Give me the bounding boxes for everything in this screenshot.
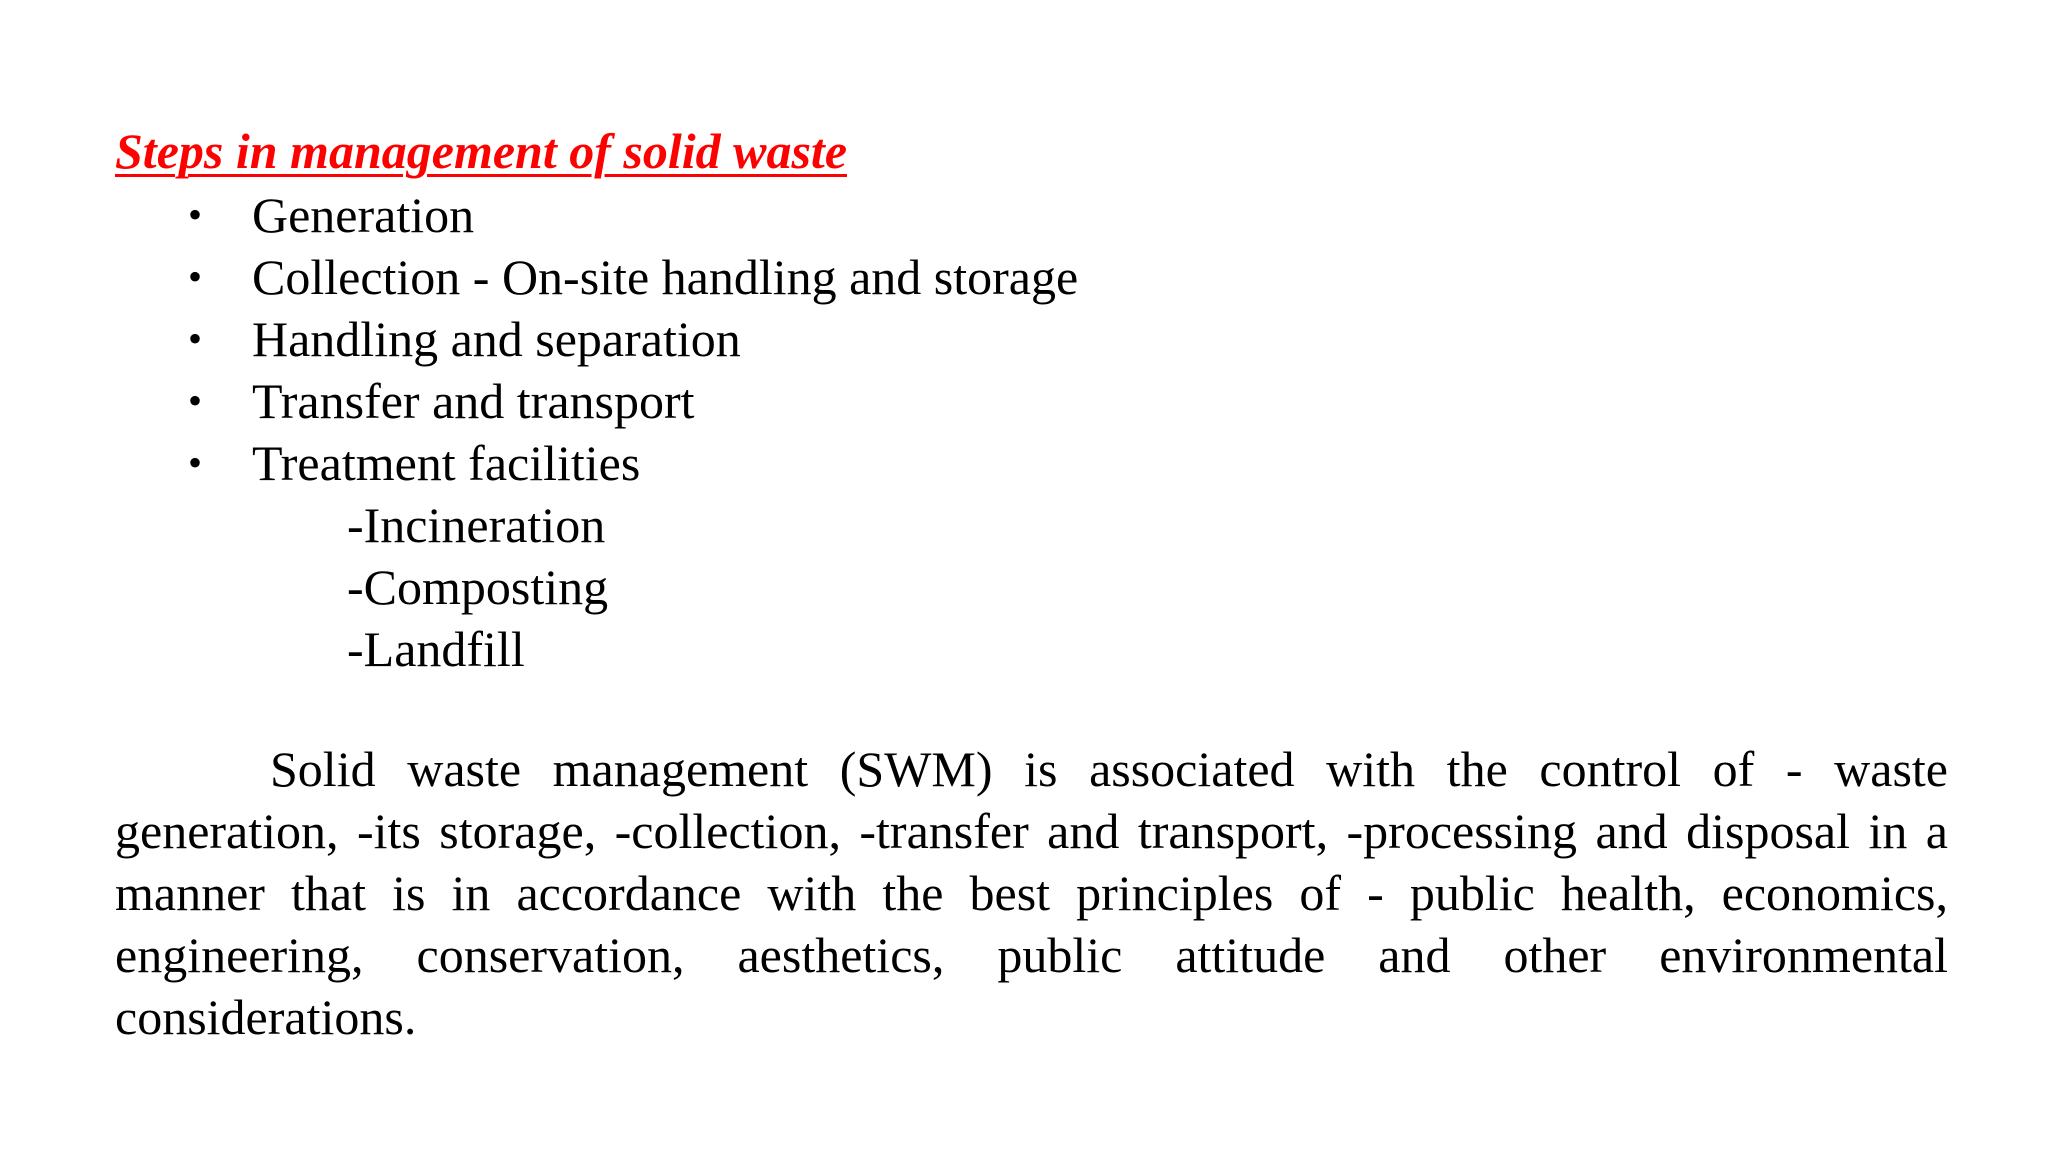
bullet-icon: • bbox=[188, 440, 203, 485]
bullet-icon: • bbox=[188, 254, 203, 299]
step-label-treatment: Treatment facilities bbox=[252, 435, 641, 491]
slide-heading: Steps in management of solid waste bbox=[115, 123, 848, 179]
bullet-icon: • bbox=[188, 378, 203, 423]
step-label-generation: Generation bbox=[252, 187, 475, 243]
step-label-collection: Collection - On-site handling and storage bbox=[252, 249, 1079, 305]
bullet-icon: • bbox=[188, 192, 203, 237]
swm-definition-paragraph: Solid waste management (SWM) is associated with the control of - waste generation, -its storage, -collection, -transfer and transport, -processing and disposal in a manner that is in accordance with the best principles of - public health, economics, engineering, conservation, aesthetics, public attitude and other environmental considerations. bbox=[115, 741, 1948, 1045]
bullet-icon: • bbox=[188, 316, 203, 361]
step-label-handling: Handling and separation bbox=[252, 311, 741, 367]
sub-step-landfill: -Landfill bbox=[347, 621, 525, 677]
sub-step-incineration: -Incineration bbox=[347, 497, 606, 553]
treatment-sub-list bbox=[347, 494, 608, 680]
step-label-transfer: Transfer and transport bbox=[252, 373, 695, 429]
sub-step-composting: -Composting bbox=[347, 559, 609, 615]
